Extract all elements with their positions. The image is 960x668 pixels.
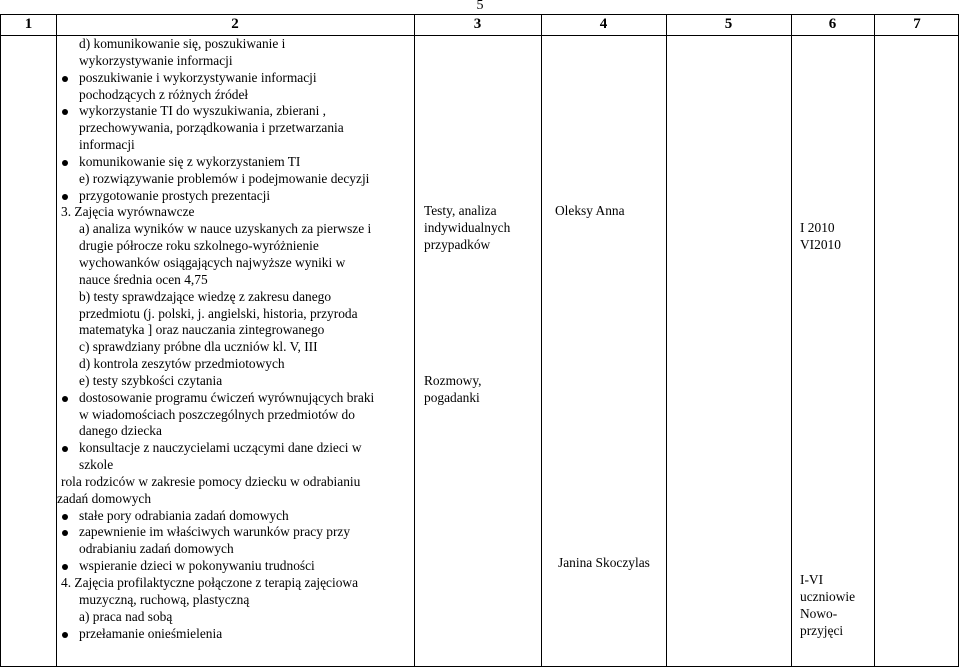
text-line: szkole: [79, 457, 114, 473]
header-col-4: 4: [599, 16, 608, 32]
text-line: a) praca nad sobą: [79, 608, 173, 624]
cell-line: Rozmowy,: [424, 373, 482, 388]
cell-line: Janina Skoczylas: [558, 555, 650, 570]
text-line: 3. Zajęcia wyrównawcze: [61, 204, 195, 220]
text-line: rola rodziców w zakresie pomocy dziecku w odrabianiu: [61, 473, 361, 489]
responsible-person: [555, 202, 625, 219]
text-line: e) testy szybkości czytania: [79, 372, 223, 388]
text-line: nauce średnia ocen 4,75: [79, 271, 208, 287]
text-line: pochodzących z różnych źródeł: [79, 86, 249, 102]
text-line: wychowanków osiągających najwyższe wyniki w: [79, 254, 346, 270]
text-line: odrabianiu zadań domowych: [79, 541, 234, 557]
text-line: informacji: [79, 137, 135, 153]
text-line: wykorzystywanie informacji: [79, 52, 233, 68]
text-line: matematyka ] oraz nauczania zintegrowanego: [79, 322, 325, 338]
cell-line: uczniowie: [800, 589, 856, 604]
term-dates: [800, 219, 841, 253]
cell-line: indywidualnych: [424, 220, 511, 235]
text-line: drugie półrocze roku szkolnego-wyróżnienie: [79, 238, 319, 254]
bullet-item: wspieranie dzieci w pokonywaniu trudności: [57, 558, 413, 575]
bullet-item: dostosowanie programu ćwiczeń wyrównujących braki: [57, 390, 413, 407]
cell-line: VI2010: [800, 237, 841, 252]
header-col-2: 2: [231, 16, 239, 32]
bullet-item: konsultacje z nauczycielami uczącymi dane dzieci w: [57, 440, 413, 457]
bullet-item: wykorzystanie TI do wyszukiwania, zbierani ,: [57, 103, 413, 120]
text-line: e) rozwiązywanie problemów i podejmowanie decyzji: [79, 170, 370, 186]
cell-line: przyjęci: [800, 623, 844, 638]
header-col-6: 6: [828, 16, 837, 32]
col-divider: [541, 15, 542, 666]
text-line: b) testy sprawdzające wiedzę z zakresu danego: [79, 288, 332, 304]
col-divider: [666, 15, 667, 666]
cell-line: pogadanki: [424, 390, 480, 405]
cell-line: Testy, analiza: [424, 203, 497, 218]
plan-table: [0, 14, 959, 667]
bullet-item: komunikowanie się z wykorzystaniem TI: [57, 154, 413, 171]
text-line: c) sprawdziany próbne dla uczniów kl. V, III: [79, 339, 318, 355]
cell-line: Oleksy Anna: [555, 203, 625, 218]
text-line: danego dziecka: [79, 423, 162, 439]
bullet-item: zapewnienie im właściwych warunków pracy przy: [57, 524, 413, 541]
page-number: 5: [476, 0, 484, 13]
cell-line: I-VI: [800, 572, 824, 587]
header-col-5: 5: [724, 16, 733, 32]
text-line: w wiadomościach poszczególnych przedmiotów do: [79, 406, 355, 422]
methods-talks: [424, 372, 482, 406]
methods-tests: [424, 202, 510, 253]
text-line: d) kontrola zeszytów przedmiotowych: [79, 356, 285, 372]
bullet-item: stałe pory odrabiania zadań domowych: [57, 508, 413, 525]
bullet-item: poszukiwanie i wykorzystywanie informacji: [57, 70, 413, 87]
col-divider: [791, 15, 792, 666]
text-line: a) analiza wyników w nauce uzyskanych za pierwsze i: [79, 221, 372, 237]
text-line: przechowywania, porządkowania i przetwarzania: [79, 120, 344, 136]
responsible-person: [558, 554, 650, 571]
bullet-item: przygotowanie prostych prezentacji: [57, 188, 413, 205]
header-col-3: 3: [473, 16, 482, 32]
cell-line: Nowo-: [800, 606, 838, 621]
col-divider: [414, 15, 415, 666]
text-line: przedmiotu (j. polski, j. angielski, historia, przyroda: [79, 305, 358, 321]
text-line: zadań domowych: [57, 490, 152, 506]
text-line: 4. Zajęcia profilaktyczne połączone z terapią zajęciowa: [61, 575, 359, 590]
header-col-7: 7: [913, 16, 921, 32]
cell-line: I 2010: [800, 220, 835, 235]
content-column: [57, 36, 413, 642]
cell-line: przypadków: [424, 237, 491, 252]
col-divider: [874, 15, 875, 666]
bullet-item: przełamanie onieśmielenia: [57, 626, 413, 643]
term-participants: [800, 571, 855, 639]
text-line: muzyczną, ruchową, plastyczną: [79, 591, 250, 607]
header-col-1: 1: [24, 16, 33, 32]
text-line: d) komunikowanie się, poszukiwanie i: [79, 36, 286, 51]
